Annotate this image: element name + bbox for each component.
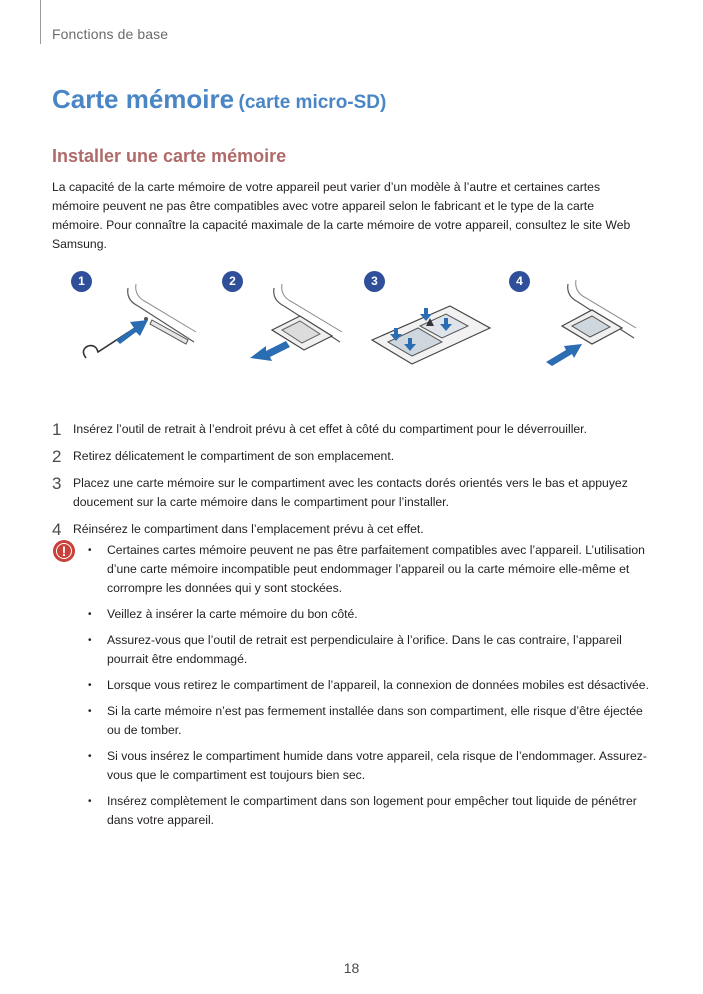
step-badge-2: 2	[222, 271, 243, 292]
page-number: 18	[343, 960, 360, 976]
page-title-main: Carte mémoire	[52, 84, 235, 114]
page-title	[52, 84, 386, 115]
caution-item: • Insérez complètement le compartiment dans son logement pour empêcher tout liquide de pénétrer dans votre appareil.	[86, 792, 651, 830]
step-item	[52, 520, 652, 539]
step-number: 2	[52, 447, 62, 466]
caution-item: • Lorsque vous retirez le compartiment de l’appareil, la connexion de données mobiles est désactivée.	[86, 676, 651, 695]
caution-icon	[53, 540, 75, 562]
section-header: Fonctions de base	[52, 26, 169, 42]
figure-step-1	[66, 270, 201, 375]
step-number: 3	[52, 474, 62, 493]
step-text: Réinsérez le compartiment dans l’emplacement prévu à cet effet.	[73, 522, 424, 536]
intro-paragraph: La capacité de la carte mémoire de votre appareil peut varier d’un modèle à l’autre et certaines cartes mémoire peuvent ne pas être compatibles avec votre appareil selon le fabricant et le type de la carte mémoire. Pour connaître la capacité maximale de la carte mémoire de votre appareil, consultez le site Web Samsung.	[52, 180, 631, 251]
section-title: Installer une carte mémoire	[52, 146, 287, 166]
step-item	[52, 474, 652, 512]
step-number: 1	[52, 420, 62, 439]
caution-item: • Veillez à insérer la carte mémoire du bon côté.	[86, 605, 651, 624]
steps-list	[52, 420, 652, 547]
step-item	[52, 420, 652, 439]
step-badge-1: 1	[71, 271, 92, 292]
step-item	[52, 447, 652, 466]
caution-list	[86, 541, 651, 837]
step-text: Placez une carte mémoire sur le compartiment avec les contacts dorés orientés vers le bas et appuyez doucement sur la carte mémoire dans le compartiment pour l’installer.	[73, 476, 628, 509]
caution-item: • Si vous insérez le compartiment humide dans votre appareil, cela risque de l’endommager. Assurez-vous que le compartiment est toujours bien sec.	[86, 747, 651, 785]
caution-item: • Assurez-vous que l’outil de retrait est perpendiculaire à l’orifice. Dans le cas contraire, l’appareil pourrait être endommagé.	[86, 631, 651, 669]
step-badge-4: 4	[509, 271, 530, 292]
header-rule	[40, 0, 41, 44]
page-title-sub: (carte micro-SD)	[238, 92, 387, 113]
figure-step-4	[506, 270, 641, 375]
figure-step-3	[358, 270, 498, 375]
caution-item: • Si la carte mémoire n’est pas fermement installée dans son compartiment, elle risque d’être éjectée ou de tomber.	[86, 702, 651, 740]
step-number: 4	[52, 520, 62, 539]
caution-item: • Certaines cartes mémoire peuvent ne pas être parfaitement compatibles avec l’appareil. L’utilisation d’une carte mémoire incompatible peut endommager l’appareil ou la carte mémoire elle-même et corrompre les données qui y sont stockées.	[86, 541, 651, 598]
figure-step-2	[210, 270, 345, 375]
step-text: Insérez l’outil de retrait à l’endroit prévu à cet effet à côté du compartiment pour le déverrouiller.	[73, 422, 587, 436]
step-text: Retirez délicatement le compartiment de son emplacement.	[73, 449, 395, 463]
step-badge-3: 3	[364, 271, 385, 292]
